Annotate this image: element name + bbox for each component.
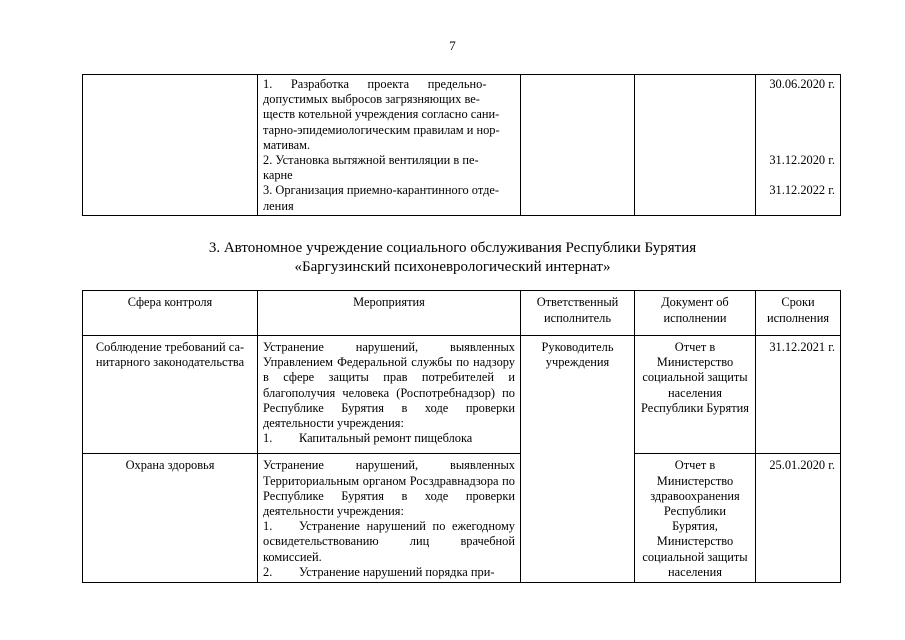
page-number: 7	[449, 38, 456, 53]
deadline-date: 30.06.2020 г.	[769, 77, 835, 91]
header-sphere: Сфера контроля	[83, 291, 258, 336]
text-line: 2. Установка вытяжной вентиляции в пе-	[263, 153, 479, 168]
item-number: 1.	[263, 519, 273, 534]
measures-text: Устранение нарушений, выявленных Управлением Федеральной службы по надзору в сфере защиты прав потребителей и благополучия человека (Роспотребнадзор) по Республике Бурятия в ходе проверки деятельности учреждения:	[263, 340, 515, 431]
sphere-cell	[83, 75, 258, 216]
document-cell	[635, 75, 756, 216]
header-deadline: Сроки исполнения	[756, 291, 841, 336]
measures-text: Устранение нарушений, выявленных Территориальным органом Росздравнадзора по Республике Бурятия в ходе проверки деятельности учреждения:	[263, 458, 515, 519]
text-line: ществ котельной учреждения согласно сани-	[263, 107, 500, 122]
measures-item	[263, 431, 515, 446]
measures-cell	[258, 336, 521, 454]
deadline-cell: 25.01.2020 г.	[756, 454, 841, 583]
measures-item	[263, 519, 515, 565]
header-measures: Мероприятия	[258, 291, 521, 336]
deadline-date: 31.12.2022 г.	[769, 183, 835, 198]
sphere-cell: Соблюдение требований са-нитарного законодательства	[83, 336, 258, 454]
sphere-cell: Охрана здоровья	[83, 454, 258, 583]
text-line: ления	[263, 198, 294, 213]
organization-title: «Баргузинский психоневрологический интернат»	[294, 259, 611, 275]
table-row	[83, 454, 841, 583]
header-responsible: Ответственный исполнитель	[521, 291, 635, 336]
control-table	[82, 290, 841, 583]
table-header-row	[83, 291, 841, 336]
text-line: мативам.	[263, 137, 311, 152]
deadline-date: 31.12.2020 г.	[769, 153, 835, 167]
item-number: 2.	[263, 564, 273, 579]
table-row	[83, 336, 841, 454]
deadline-cell	[756, 75, 841, 216]
header-document: Документ об исполнении	[635, 291, 756, 336]
document-cell: Отчет в Министерство социальной защиты населения Республики Бурятия	[635, 336, 756, 454]
measures-item	[263, 565, 515, 580]
text-line: 1. Разработка проекта предельно-	[263, 77, 487, 91]
text-line: тарно-эпидемиологическим правилам и нор-	[263, 122, 500, 137]
item-text: Капитальный ремонт пищеблока	[299, 431, 473, 446]
deadline-cell: 31.12.2021 г.	[756, 336, 841, 454]
responsible-cell	[521, 454, 635, 583]
responsible-cell	[521, 75, 635, 216]
item-number: 1.	[263, 431, 273, 446]
measures-cell	[258, 75, 521, 216]
responsible-cell: Руководитель учреждения	[521, 336, 635, 454]
continuation-table	[82, 74, 841, 216]
text-line: допустимых выбросов загрязняющих ве-	[263, 92, 480, 107]
text-line: 3. Организация приемно-карантинного отде-	[263, 183, 500, 198]
item-text: Устранение нарушений порядка при-	[299, 564, 495, 579]
item-text: Устранение нарушений по ежегодному освидетельствованию лиц врачебной комиссией.	[263, 519, 515, 564]
measures-cell	[258, 454, 521, 583]
table-row	[83, 75, 841, 216]
section-title: 3. Автономное учреждение социального обслуживания Республики Бурятия	[208, 240, 697, 256]
document-cell: Отчет в Министерство здравоохранения Республики Бурятия, Министерство социальной защиты населения	[635, 454, 756, 583]
text-line: карне	[263, 168, 293, 183]
